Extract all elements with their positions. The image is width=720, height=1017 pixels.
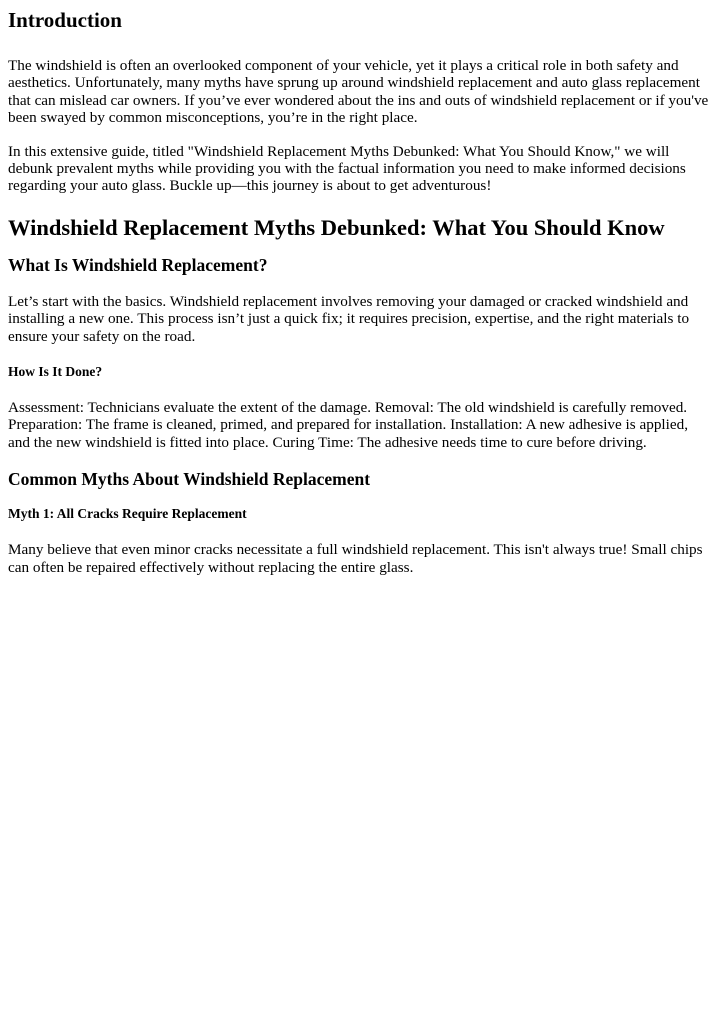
- intro-heading: Introduction: [8, 8, 122, 32]
- myth-1-heading: Myth 1: All Cracks Require Replacement: [8, 506, 247, 522]
- intro-paragraph-2: In this extensive guide, titled "Windshield Replacement Myths Debunked: What You Should Know," we will debunk prevalent myths while providing you with the factual information you need to make informed decisions regarding your auto glass. Buckle up—this journey is about to get adventurous!: [8, 142, 686, 195]
- common-myths-heading: Common Myths About Windshield Replacement: [8, 469, 371, 490]
- what-is-paragraph: Let’s start with the basics. Windshield replacement involves removing your damaged or cracked windshield and installing a new one. This process isn’t just a quick fix; it requires precision, expertise, and the right materials to ensure your safety on the road.: [8, 292, 690, 345]
- how-done-paragraph: Assessment: Technicians evaluate the extent of the damage. Removal: The old windshield is carefully removed. Preparation: The frame is cleaned, primed, and prepared for installation. Installation: A new adhesive is applied, and the new windshield is fitted into place. Curing Time: The adhesive needs time to cure before driving.: [8, 399, 688, 451]
- how-done-heading: How Is It Done?: [8, 364, 103, 380]
- myth-1-paragraph: Many believe that even minor cracks necessitate a full windshield replacement. This isn't always true! Small chips can often be repaired effectively without replacing the entire glass.: [8, 541, 703, 576]
- what-is-heading: What Is Windshield Replacement?: [8, 254, 268, 275]
- main-title: Windshield Replacement Myths Debunked: What You Should Know: [8, 214, 665, 240]
- intro-paragraph-1: The windshield is often an overlooked component of your vehicle, yet it plays a critical role in both safety and aesthetics. Unfortunately, many myths have sprung up around windshield replacement and auto glass replacement that can mislead car owners. If you’ve ever wondered about the ins and outs of windshield replacement or if you've been swayed by common misconceptions, you’re in the right place.: [8, 57, 709, 127]
